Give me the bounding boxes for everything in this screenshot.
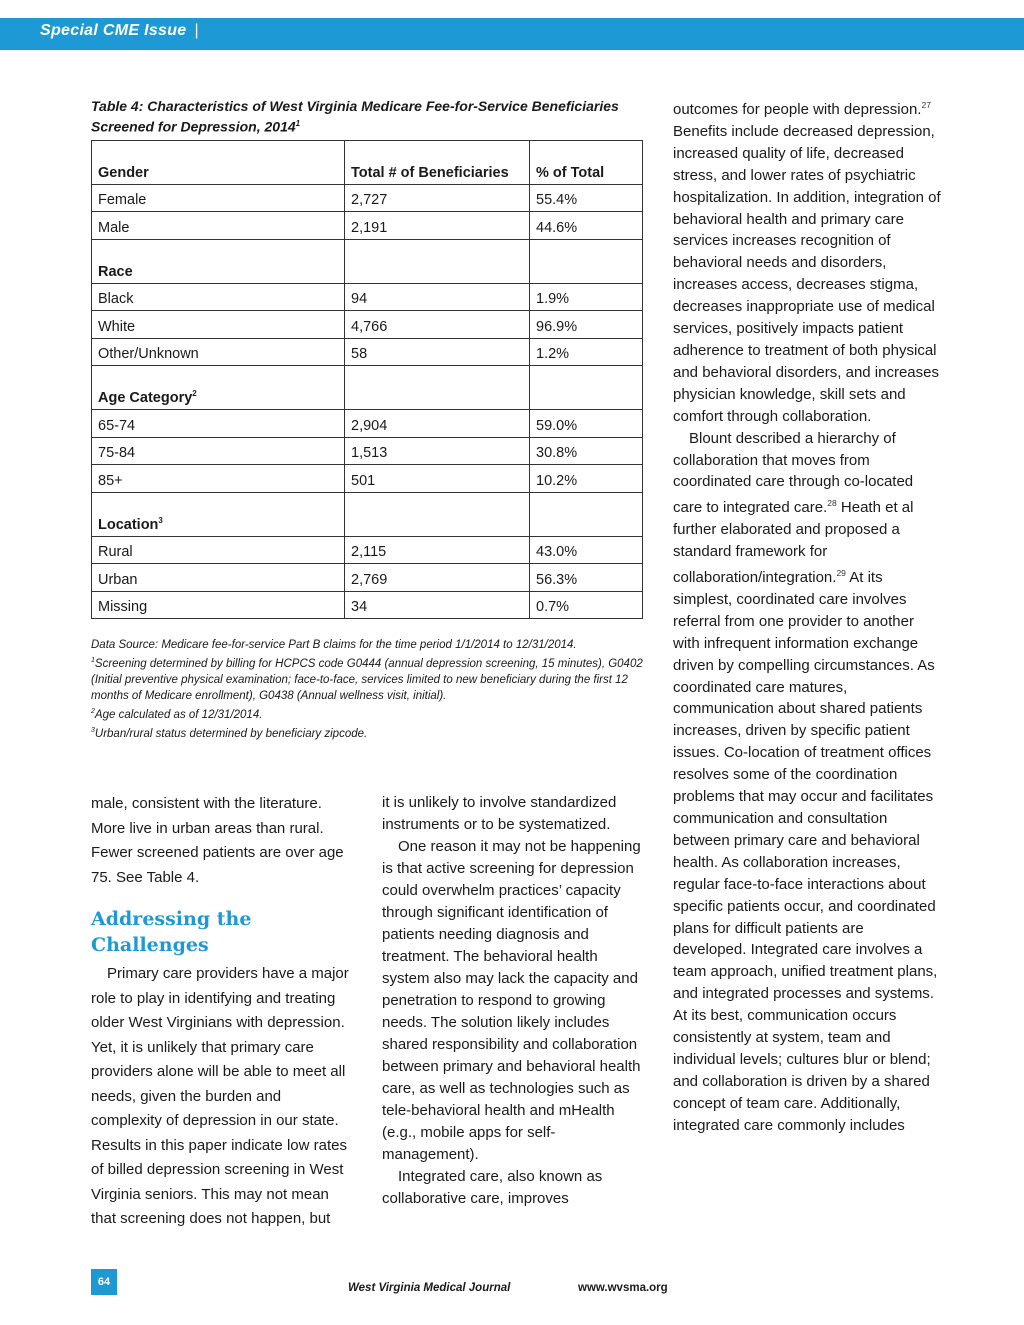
table-cell-percent: 0.7% xyxy=(530,591,643,619)
table-cell-percent: 43.0% xyxy=(530,536,643,564)
table-empty-cell xyxy=(345,239,530,283)
table-cell-label: 65-74 xyxy=(92,410,345,438)
age-header-row xyxy=(92,366,643,410)
table-cell-label: Rural xyxy=(92,536,345,564)
table-row xyxy=(92,465,643,493)
text-run: Blount described a hierarchy of collaboration that moves from coordinated care through co-located care to integrated care. xyxy=(673,429,914,517)
table-caption xyxy=(91,97,643,136)
table-row xyxy=(92,283,643,311)
table-row xyxy=(92,564,643,592)
footnote-2 xyxy=(91,704,643,723)
table-cell-total: 501 xyxy=(345,465,530,493)
table-cell-total: 94 xyxy=(345,283,530,311)
paragraph: Integrated care, also known as collaborative care, improves xyxy=(382,1168,603,1207)
header-separator: | xyxy=(194,22,199,39)
body-column-2 xyxy=(382,792,644,1210)
data-source-note: Data Source: Medicare fee-for-service Part B claims for the time period 1/1/2014 to 12/31/2014. xyxy=(91,639,577,652)
table-cell-total: 34 xyxy=(345,591,530,619)
paragraph: Primary care providers have a major role to play in identifying and treating older West Virginians with depression. Yet, it is unlikely that primary care providers alone will be able to meet all needs, given the burden and complexity of depression in our state. Results in this paper indicate low rates of billed depression screening in West Virginia seniors. This may not mean that screening does not happen, but xyxy=(91,965,349,1227)
category-header xyxy=(92,366,345,410)
table-notes xyxy=(91,637,643,741)
table-cell-percent: 56.3% xyxy=(530,564,643,592)
table-cell-total: 2,727 xyxy=(345,184,530,212)
table-row xyxy=(92,410,643,438)
table-cell-total: 2,904 xyxy=(345,410,530,438)
body-column-1 xyxy=(91,792,353,1232)
table-row xyxy=(92,212,643,240)
footnote-1-text: Screening determined by billing for HCPCS code G0444 (annual depression screening, 15 minutes), G0402 (Initial preventive physical examination; face-to-face, services limited to new beneficiary during the first 12 months of Medicare enrollment), G0438 (Annual wellness visit, initial). xyxy=(91,657,643,702)
reference-marker: 29 xyxy=(836,568,846,579)
text-run: Heath et al further elaborated and proposed a standard framework for collaboration/integration. xyxy=(673,499,914,587)
table-cell-label: 75-84 xyxy=(92,437,345,465)
body-column-3 xyxy=(673,95,941,1137)
table-empty-cell xyxy=(345,366,530,410)
footnote-1 xyxy=(91,653,643,704)
table-cell-percent: 44.6% xyxy=(530,212,643,240)
table-cell-label: Other/Unknown xyxy=(92,338,345,366)
reference-marker: 27 xyxy=(921,100,931,110)
table-row xyxy=(92,591,643,619)
table-cell-total: 2,191 xyxy=(345,212,530,240)
table-cell-total: 2,769 xyxy=(345,564,530,592)
table-cell-label: 85+ xyxy=(92,465,345,493)
reference-marker: 28 xyxy=(827,498,837,509)
paragraph: One reason it may not be happening is that active screening for depression could overwhelm practices’ capacity through significant identification of patients needing diagnosis and treatment. The behavioral health system also may lack the capacity and penetration to respond to growing needs. The solution likely includes shared responsibility and collaboration between primary and behavioral health care, as well as technologies such as tele-behavioral health and mHealth (e.g., mobile apps for self-management). xyxy=(382,838,641,1163)
text-run: Benefits include decreased depression, increased quality of life, decreased stress, and lower rates of psychiatric hospitalization. In addition, integration of behavioral health and primary care services increases recognition of behavioral needs and disorders, increases access, decreases stigma, decreases inappropriate use of medical services, positively impacts patient adherence to treatment of both physical and behavioral disorders, and increases physician knowledge, skill sets and comfort through collaboration. xyxy=(673,122,941,425)
race-header-row xyxy=(92,239,643,283)
table-row xyxy=(92,338,643,366)
category-label: Age Category xyxy=(98,390,193,407)
table-empty-cell xyxy=(530,366,643,410)
table-cell-label: Female xyxy=(92,184,345,212)
category-label: Location xyxy=(98,516,159,533)
paragraph: male, consistent with the literature. More live in urban areas than rural. Fewer screened patients are over age 75. See Table 4. xyxy=(91,795,344,886)
table-cell-percent: 59.0% xyxy=(530,410,643,438)
table-empty-cell xyxy=(345,492,530,536)
table-empty-cell xyxy=(530,492,643,536)
table-cell-percent: 30.8% xyxy=(530,437,643,465)
table-block xyxy=(91,97,643,742)
table-title: Table 4: Characteristics of West Virginia Medicare Fee-for-Service Beneficiaries Screened for Depression, 2014 xyxy=(91,98,619,135)
table-title-ref: 1 xyxy=(295,119,301,128)
table-cell-total: 2,115 xyxy=(345,536,530,564)
section-heading: Addressing the Challenges xyxy=(91,908,252,956)
category-label: Race xyxy=(98,263,133,280)
header-label xyxy=(40,22,199,40)
table-cell-label: Black xyxy=(92,283,345,311)
column-header: Gender xyxy=(92,140,345,184)
header-band xyxy=(0,18,1024,50)
table-cell-label: Urban xyxy=(92,564,345,592)
footnote-1-marker: 1 xyxy=(91,657,95,665)
table-cell-percent: 55.4% xyxy=(530,184,643,212)
category-header xyxy=(92,239,345,283)
footnote-3-text: Urban/rural status determined by beneficiary zipcode. xyxy=(94,727,368,740)
table-cell-label: Missing xyxy=(92,591,345,619)
paragraph xyxy=(673,428,941,1137)
category-ref: 2 xyxy=(192,389,197,399)
footnote-2-marker: 2 xyxy=(91,707,95,715)
table-row xyxy=(92,536,643,564)
table-header-row xyxy=(92,140,643,184)
table-row xyxy=(92,184,643,212)
category-header xyxy=(92,492,345,536)
footnote-2-text: Age calculated as of 12/31/2014. xyxy=(94,708,263,721)
table-row xyxy=(92,437,643,465)
location-header-row xyxy=(92,492,643,536)
footer-journal: West Virginia Medical Journal xyxy=(348,1282,511,1294)
table-cell-total: 1,513 xyxy=(345,437,530,465)
table-row xyxy=(92,311,643,339)
text-run: At its simplest, coordinated care involves referral from one provider to another with infrequent information exchange driven by compelling circumstances. As coordinated care matures, communication about shared patients increases, driven by specific patient issues. Co-location of treatment offices resolves some of the coordination problems that may occur and facilitates communication and consultation between primary care and behavioral health. As collaboration increases, regular face-to-face interactions about specific patients occur, and coordinated plans for difficult patients are developed. Integrated care involves a team approach, unified treatment plans, and integrated processes and systems. At its best, communication occurs consistently at system, team and individual levels; cultures blur or blend; and collaboration is driven by a shared concept of team care. Additionally, integrated care commonly includes xyxy=(673,569,938,1134)
beneficiary-table xyxy=(91,140,643,620)
paragraph: it is unlikely to involve standardized instruments or to be systematized. xyxy=(382,794,617,833)
table-cell-label: Male xyxy=(92,212,345,240)
footer-url: www.wvsma.org xyxy=(578,1282,668,1294)
table-cell-percent: 1.9% xyxy=(530,283,643,311)
paragraph xyxy=(673,95,941,428)
footnote-3 xyxy=(91,723,643,742)
text-run: outcomes for people with depression. xyxy=(673,101,922,118)
table-cell-label: White xyxy=(92,311,345,339)
table-cell-percent: 10.2% xyxy=(530,465,643,493)
column-header: Total # of Beneficiaries xyxy=(345,140,530,184)
table-cell-total: 4,766 xyxy=(345,311,530,339)
page-number-badge: 64 xyxy=(91,1269,117,1295)
table-cell-percent: 96.9% xyxy=(530,311,643,339)
table-empty-cell xyxy=(530,239,643,283)
footnote-3-marker: 3 xyxy=(91,726,95,734)
table-cell-total: 58 xyxy=(345,338,530,366)
category-ref: 3 xyxy=(158,515,163,525)
issue-label: Special CME Issue xyxy=(40,22,187,39)
table-cell-percent: 1.2% xyxy=(530,338,643,366)
column-header: % of Total xyxy=(530,140,643,184)
